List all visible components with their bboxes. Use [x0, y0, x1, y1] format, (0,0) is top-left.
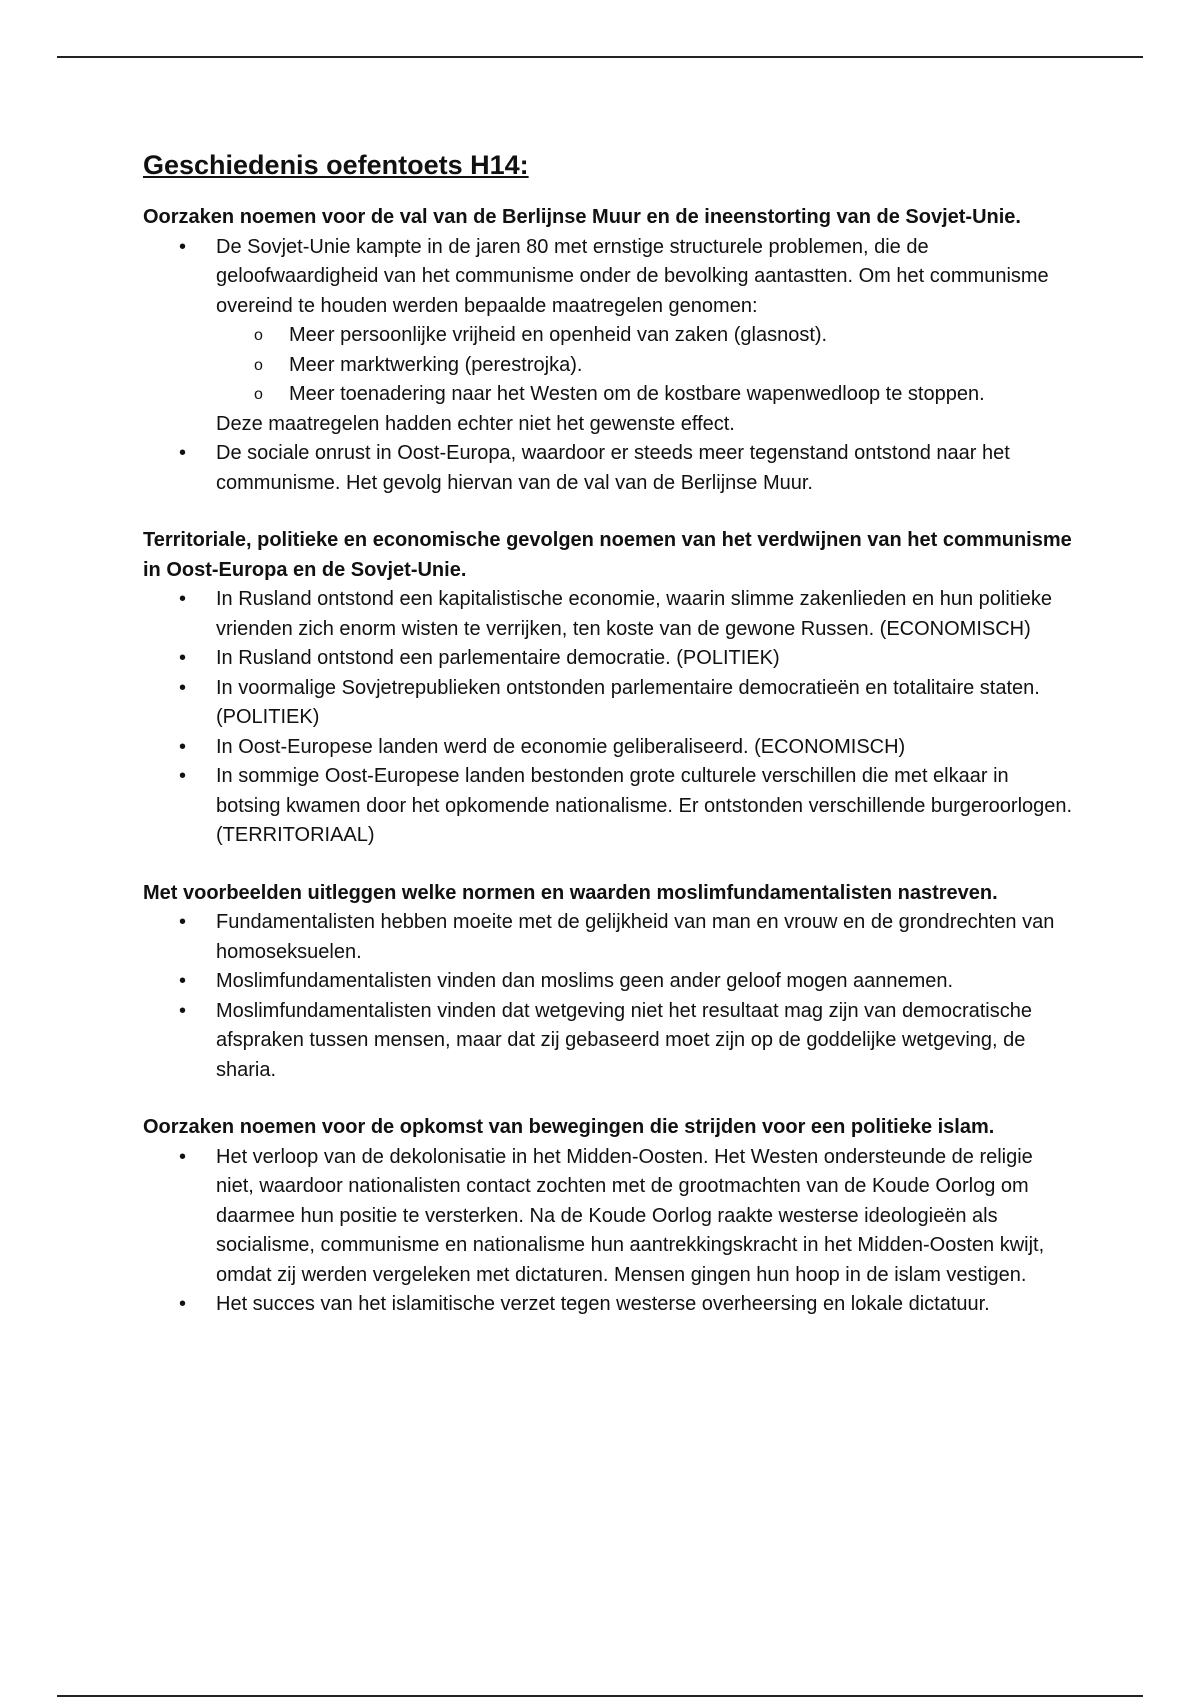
sub-list-item: o Meer persoonlijke vrijheid en openheid van zaken (glasnost).	[289, 321, 1073, 351]
section-fundamentalist-norms	[143, 879, 1073, 1086]
footer-rule	[57, 1695, 1143, 1697]
bullet-list	[143, 908, 1073, 1085]
sub-list-item: o Meer toenadering naar het Westen om de kostbare wapenwedloop te stoppen.	[289, 380, 1073, 410]
list-item: • Het succes van het islamitische verzet tegen westerse overheersing en lokale dictatuur.	[216, 1290, 1073, 1320]
list-item: • Fundamentalisten hebben moeite met de gelijkheid van man en vrouw en de grondrechten van homoseksuelen.	[216, 908, 1073, 967]
document-body	[143, 147, 1073, 1348]
list-item: • In Rusland ontstond een kapitalistische economie, waarin slimme zakenlieden en hun politieke vrienden zich enorm wisten te verrijken, ten koste van de gewone Russen. (ECONOMISCH)	[216, 585, 1073, 644]
document-title: Geschiedenis oefentoets H14:	[143, 150, 529, 180]
list-item: • In voormalige Sovjetrepublieken ontstonden parlementaire democratieën en totalitaire staten. (POLITIEK)	[216, 674, 1073, 733]
header-rule	[57, 56, 1143, 58]
bullet-text: De Sovjet-Unie kampte in de jaren 80 met ernstige structurele problemen, die de geloofwaardigheid van het communisme onder de bevolking aantastten. Om het communisme overeind te houden werden bepaalde maatregelen genomen:	[216, 235, 1049, 317]
section-heading: Oorzaken noemen voor de opkomst van bewegingen die strijden voor een politieke islam.	[143, 1116, 995, 1138]
list-item: • Moslimfundamentalisten vinden dat wetgeving niet het resultaat mag zijn van democratische afspraken tussen mensen, maar dat zij gebaseerd moet zijn op de goddelijke wetgeving, de sharia.	[216, 997, 1073, 1086]
bullet-list	[143, 233, 1073, 499]
list-item: • In Rusland ontstond een parlementaire democratie. (POLITIEK)	[216, 644, 1073, 674]
list-item: • De sociale onrust in Oost-Europa, waardoor er steeds meer tegenstand ontstond naar het communisme. Het gevolg hiervan van de val van de Berlijnse Muur.	[216, 439, 1073, 498]
list-item: • Het verloop van de dekolonisatie in het Midden-Oosten. Het Westen ondersteunde de religie niet, waardoor nationalisten contact zochten met de grootmachten van de Koude Oorlog om daarmee hun positie te versterken. Na de Koude Oorlog raakte westerse ideologieën als socialisme, communisme en nationalisme hun aantrekkingskracht in het Midden-Oosten kwijt, omdat zij werden vergeleken met dictaturen. Mensen gingen hun hoop in de islam vestigen.	[216, 1143, 1073, 1291]
list-item: • In sommige Oost-Europese landen bestonden grote culturele verschillen die met elkaar in botsing kwamen door het opkomende nationalisme. Er ontstonden verschillende burgeroorlogen. (TERRITORIAAL)	[216, 762, 1073, 851]
section-heading: Met voorbeelden uitleggen welke normen en waarden moslimfundamentalisten nastreven.	[143, 881, 998, 904]
list-item: • Moslimfundamentalisten vinden dan moslims geen ander geloof mogen aannemen.	[216, 967, 1073, 997]
bullet-list	[143, 1143, 1073, 1320]
bullet-after-note: Deze maatregelen hadden echter niet het gewenste effect.	[216, 412, 735, 435]
section-heading: Territoriale, politieke en economische gevolgen noemen van het verdwijnen van het communisme in Oost-Europa en de Sovjet-Unie.	[143, 529, 1072, 581]
bullet-list	[143, 585, 1073, 851]
section-causes-fall-berlin-wall	[143, 203, 1073, 498]
section-heading: Oorzaken noemen voor de val van de Berlijnse Muur en de ineenstorting van de Sovjet-Unie.	[143, 206, 1021, 228]
sub-list-item: o Meer marktwerking (perestrojka).	[289, 351, 1073, 381]
section-consequences-communism	[143, 526, 1073, 851]
list-item: • In Oost-Europese landen werd de economie geliberaliseerd. (ECONOMISCH)	[216, 733, 1073, 763]
sub-list	[216, 321, 1073, 410]
list-item	[216, 233, 1073, 440]
section-political-islam-causes	[143, 1113, 1073, 1320]
